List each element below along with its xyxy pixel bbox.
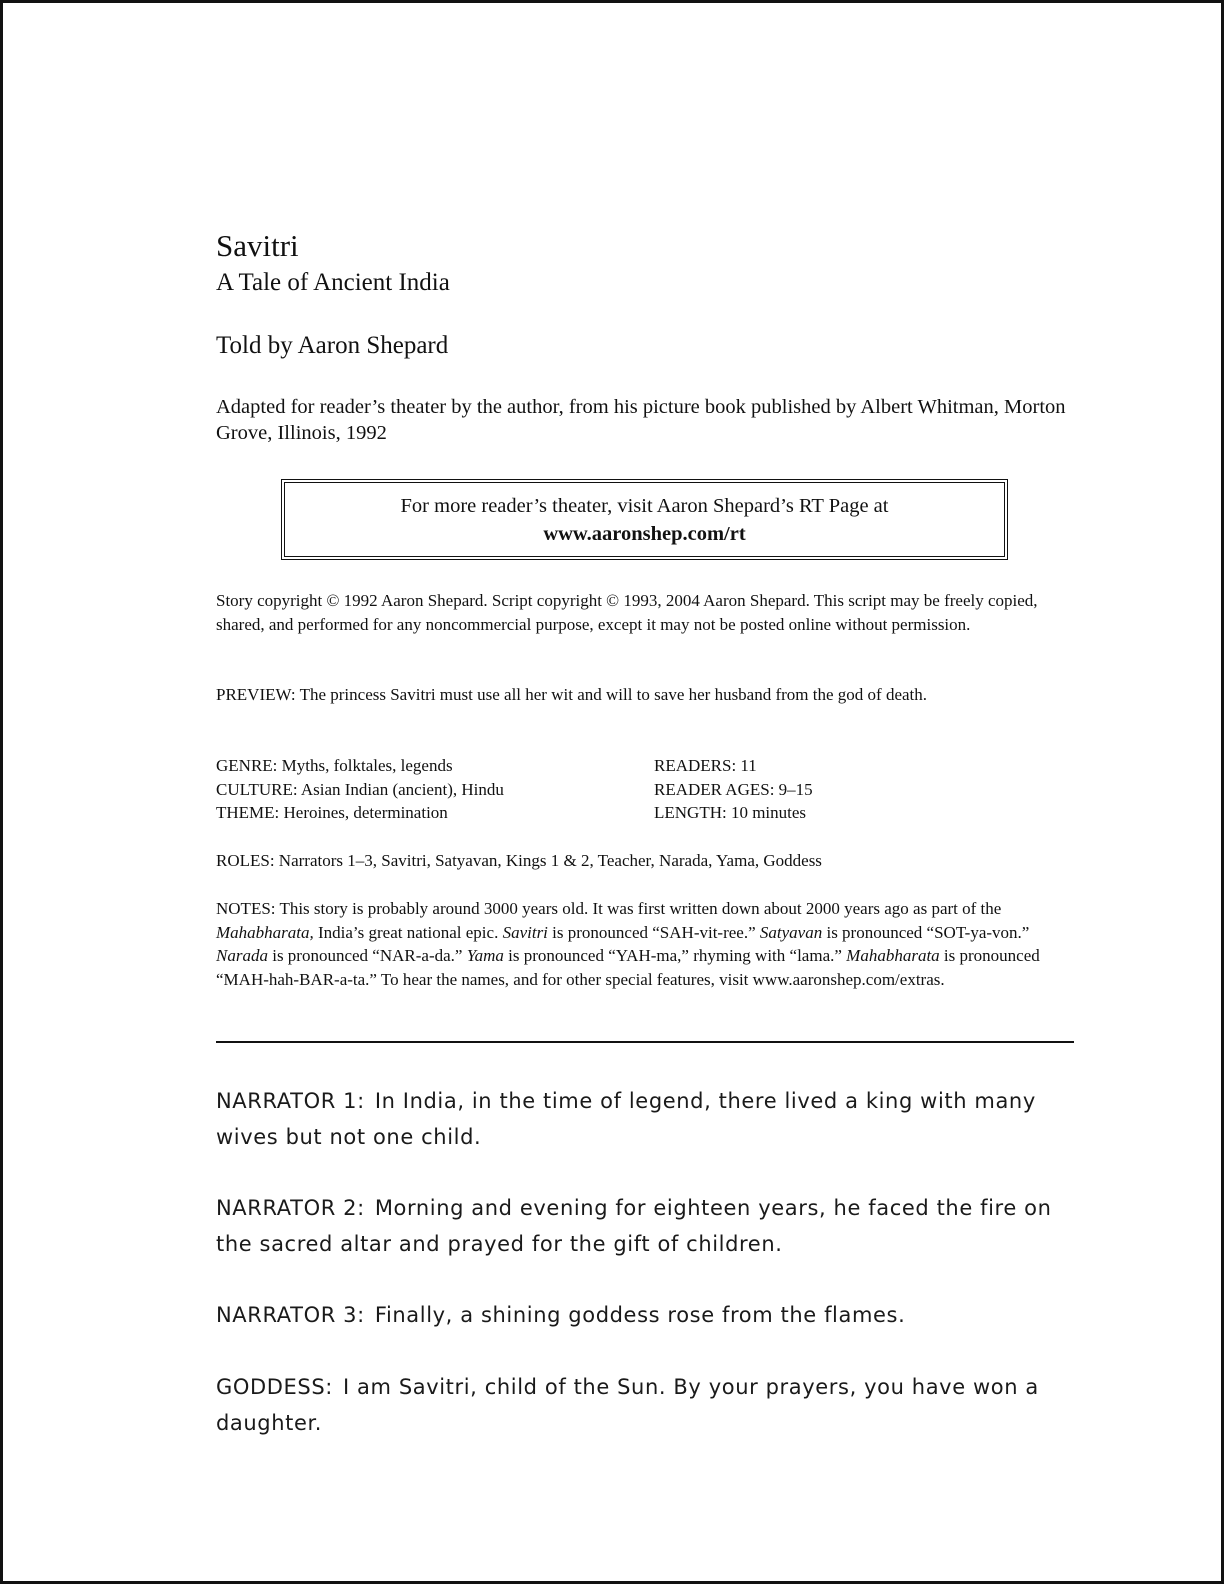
reader-ages-label: READER AGES: 9–15 (654, 779, 813, 799)
dialogue-text: Finally, a shining goddess rose from the flames. (374, 1303, 906, 1327)
rt-callout-text: For more reader’s theater, visit Aaron Shepard’s RT Page at (400, 495, 889, 517)
preview-text: PREVIEW: The princess Savitri must use all her wit and will to save her husband from the god of death. (216, 685, 928, 704)
notes-italic-term: Mahabharata (846, 946, 940, 965)
notes-text: NOTES: This story is probably around 3000 years old. It was first written down about 2000 years ago as part of the (216, 899, 1002, 918)
adaptation-note: Adapted for reader’s theater by the author, from his picture book published by Albert Whitman, Morton Grove, Illinois, 1992 (216, 396, 1066, 444)
speaker-label: NARRATOR 2: (216, 1196, 365, 1220)
culture-label: CULTURE: Asian Indian (ancient), Hindu (216, 779, 504, 799)
dialogue-text: Morning and evening for eighteen years, he faced the fire on the sacred altar and prayed for the gift of children. (216, 1196, 1052, 1256)
roles-list: ROLES: Narrators 1–3, Savitri, Satyavan, Kings 1 & 2, Teacher, Narada, Yama, Goddess (216, 851, 822, 870)
speaker-label: NARRATOR 1: (216, 1089, 365, 1113)
metadata-left-column (216, 754, 504, 825)
theme-label: THEME: Heroines, determination (216, 803, 448, 822)
notes-italic-term: Mahabharata, (216, 922, 314, 942)
notes-italic-term: Narada (216, 946, 268, 965)
notes-text: is pronounced “MAH-hah-BAR-a-ta.” To hear the names, and for other special features, visit www.aaronshep.com/extras. (216, 946, 1040, 989)
notes-text: India’s great national epic. (313, 922, 503, 942)
notes-text: is pronounced “SOT-ya-von.” (822, 922, 1030, 942)
readers-label: READERS: 11 (654, 756, 757, 775)
notes-text: is pronounced “NAR-a-da.” (267, 946, 467, 965)
rt-page-callout (281, 479, 1008, 560)
notes-paragraph (216, 897, 1074, 991)
script-line (216, 1297, 1074, 1333)
notes-text: is pronounced “YAH-ma,” rhyming with “lama.” (503, 946, 847, 965)
metadata-right-column (654, 754, 813, 825)
notes-italic-term: Savitri (502, 922, 548, 942)
script-line (216, 1083, 1074, 1155)
copyright-notice: Story copyright © 1992 Aaron Shepard. Script copyright © 1993, 2004 Aaron Shepard. This script may be freely copied, shared, and performed for any noncommercial purpose, except it may not be posted online without permission. (216, 591, 1038, 634)
speaker-label: GODDESS: (216, 1375, 333, 1399)
speaker-label: NARRATOR 3: (216, 1303, 365, 1327)
rt-page-link[interactable]: www.aaronshep.com/rt (543, 523, 746, 545)
genre-label: GENRE: Myths, folktales, legends (216, 756, 453, 775)
script-line (216, 1190, 1074, 1262)
length-label: LENGTH: 10 minutes (654, 803, 807, 822)
dialogue-text: I am Savitri, child of the Sun. By your prayers, you have won a daughter. (216, 1375, 1039, 1435)
dialogue-text: In India, in the time of legend, there lived a king with many wives but not one child. (216, 1089, 1036, 1149)
notes-italic-term: Satyavan (759, 922, 823, 942)
notes-italic-term: Yama (466, 946, 504, 965)
section-divider (216, 1041, 1074, 1043)
byline: Told by Aaron Shepard (216, 332, 449, 359)
script-line (216, 1369, 1074, 1441)
notes-text: is pronounced “SAH-vit-ree.” (547, 922, 760, 942)
page-subtitle: A Tale of Ancient India (216, 269, 450, 296)
page-title: Savitri (216, 228, 299, 263)
